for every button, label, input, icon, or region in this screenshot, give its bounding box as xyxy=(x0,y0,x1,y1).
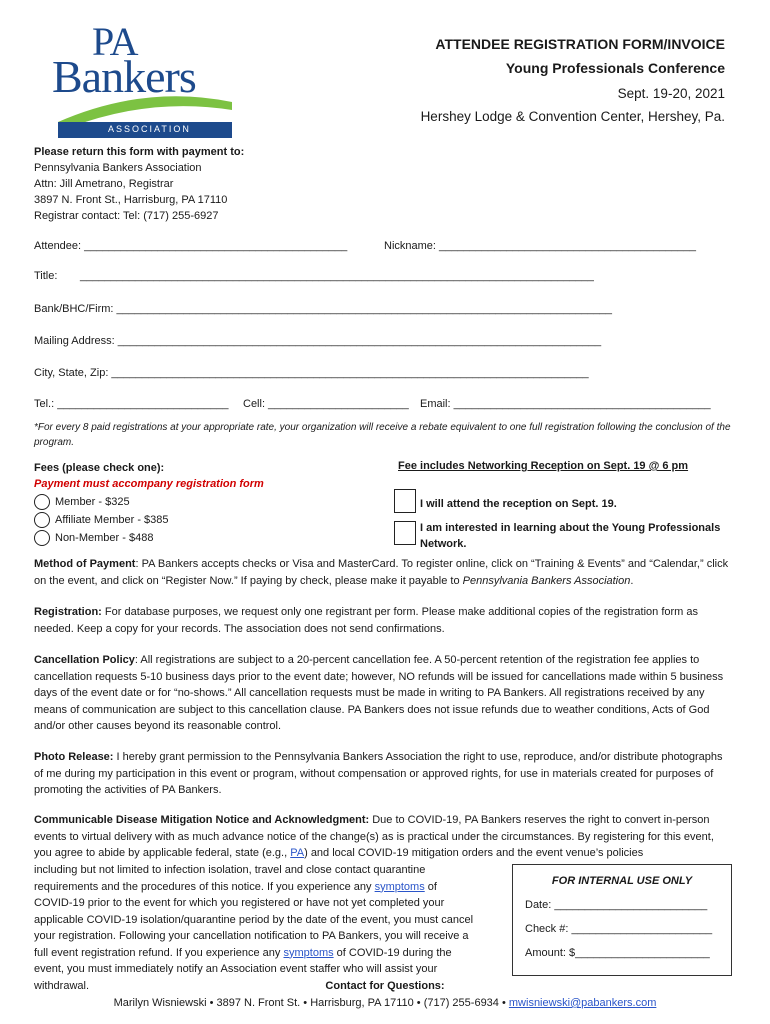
internal-check-field[interactable]: Check #: _______________________ xyxy=(525,923,713,935)
pa-bankers-logo xyxy=(50,19,240,134)
yp-network-label xyxy=(420,520,720,552)
covid-line: withdrawal. xyxy=(34,979,90,992)
fee-option-label: Affiliate Member - $385 xyxy=(55,514,169,526)
cell-field[interactable]: Cell: _______________________ xyxy=(243,398,409,410)
fee-option-label: Member - $325 xyxy=(55,496,130,508)
internal-use-title: FOR INTERNAL USE ONLY xyxy=(551,875,693,887)
city-state-zip-field[interactable]: City, State, Zip: ______________________________________________________________________________ xyxy=(34,367,589,379)
internal-use-box xyxy=(512,864,732,976)
rebate-note: *For every 8 paid registrations at your appropriate rate, your organization will receive a rebate equivalent to one full registration following the conclusion of the program. xyxy=(34,422,731,448)
return-contact: Registrar contact: Tel: (717) 255-6927 xyxy=(34,210,219,222)
title-label: Title: xyxy=(34,270,58,282)
covid-text2: ) and local COVID-19 mitigation orders and the event venue’s policies xyxy=(304,847,644,859)
method-of-payment-paragraph xyxy=(34,556,734,589)
symptoms-link[interactable]: symptoms xyxy=(374,880,425,893)
radio-nonmember[interactable] xyxy=(34,530,50,546)
pa-orders-link[interactable]: PA xyxy=(290,847,305,859)
photo-label: Photo Release: xyxy=(34,751,114,763)
contact-details: Marilyn Wisniewski • 3897 N. Front St. • Harrisburg, PA 17110 • (717) 255-6934 • xyxy=(113,997,509,1009)
nickname-field[interactable]: Nickname: __________________________________________ xyxy=(384,240,696,252)
payment-text: : PA Bankers accepts checks or Visa and MasterCard. To register online, click on “Training & Events” and “Calendar,” click on the event, and click on “Register Now.” If paying by check, please make it payable to xyxy=(34,558,729,587)
covid-paragraph xyxy=(34,812,734,862)
form-title: ATTENDEE REGISTRATION FORM/INVOICE xyxy=(435,36,725,52)
bank-field[interactable]: Bank/BHC/Firm: _________________________________________________________________________________ xyxy=(34,303,613,315)
registration-paragraph xyxy=(34,604,734,637)
covid-text1: Due to COVID-19, PA Bankers reserves the right to convert in-person events to virtual delivery with as much advance notice of the change(s) as is practical under the circumstances. By registering for this event, you agree to abide by applicable federal, state (e.g., xyxy=(34,814,714,859)
logo-association-text: ASSOCIATION xyxy=(108,124,191,134)
payment-warning: Payment must accompany registration form xyxy=(34,478,264,490)
payment-end: . xyxy=(630,574,634,587)
internal-date-field[interactable]: Date: _________________________ xyxy=(525,899,708,911)
tel-field[interactable]: Tel.: ____________________________ xyxy=(34,398,229,410)
yp-network-checkbox[interactable] xyxy=(394,521,416,545)
event-venue: Hershey Lodge & Convention Center, Hershey, Pa. xyxy=(420,109,725,124)
covid-line: event, you must immediately notify an Association event staffer who will assist your xyxy=(34,963,438,975)
registration-label: Registration: xyxy=(34,606,102,618)
cancellation-label: Cancellation Policy xyxy=(34,654,135,666)
covid-line-text: of xyxy=(424,880,437,893)
covid-label: Communicable Disease Mitigation Notice and Acknowledgment: xyxy=(34,814,370,826)
covid-line: your registration. Following your cancellation notification to PA Bankers, you will receive a xyxy=(34,930,469,942)
covid-line-text: requirements and the procedures of this notice. If you experience any xyxy=(34,880,375,893)
fee-option-member[interactable] xyxy=(34,494,130,510)
return-attn: Attn: Jill Ametrano, Registrar xyxy=(34,178,174,190)
internal-amount-field[interactable]: Amount: $______________________ xyxy=(525,947,710,959)
yp-network-label-line2: Network. xyxy=(420,538,467,550)
fees-block xyxy=(34,460,264,492)
radio-affiliate[interactable] xyxy=(34,512,50,528)
event-name: Young Professionals Conference xyxy=(505,60,725,76)
fee-option-affiliate[interactable] xyxy=(34,512,169,528)
radio-member[interactable] xyxy=(34,494,50,510)
covid-line xyxy=(34,945,504,962)
cancellation-text: : All registrations are subject to a 20-percent cancellation fee. A 50-percent retention of the registration fee applies to cancellation requests 5-10 business days prior to the event date; however, NO refunds will be issued for cancellations made within 5 business days of the event date or for “no-shows.” All cancellation requests must be made in writing to PA Bankers. All registrations received by any means of communication are subject to this cancellation clause. PA Bankers does not issue refunds due to weather conditions, Acts of God and/or other causes beyond its reasonable control. xyxy=(34,654,724,732)
fee-option-label: Non-Member - $488 xyxy=(55,532,154,544)
reception-heading: Fee includes Networking Reception on Sept. 19 @ 6 pm xyxy=(398,460,689,472)
event-dates: Sept. 19-20, 2021 xyxy=(617,86,725,101)
payment-label: Method of Payment xyxy=(34,558,136,570)
registration-text: For database purposes, we request only one registrant per form. Please make additional copies of the registration form as needed. Keep a copy for your records. The association does not send confirmations. xyxy=(34,606,698,635)
cancellation-paragraph xyxy=(34,652,734,735)
photo-text: I hereby grant permission to the Pennsylvania Bankers Association the right to use, reproduce, and/or distribute photographs of me during my participation in this event or program, without compensation or approved rights, for use in materials created for purposes of promoting the activities of PA Bankers. xyxy=(34,751,723,796)
mailing-address-field[interactable]: Mailing Address: _______________________________________________________________________________ xyxy=(34,335,602,347)
fee-option-nonmember[interactable] xyxy=(34,530,153,546)
return-address-block xyxy=(34,144,244,224)
covid-paragraph-continued xyxy=(34,862,504,994)
return-address: 3897 N. Front St., Harrisburg, PA 17110 xyxy=(34,194,228,206)
covid-line xyxy=(34,879,504,896)
contact-heading: Contact for Questions: xyxy=(325,980,445,992)
reception-attend-checkbox[interactable] xyxy=(394,489,416,513)
reception-attend-label: I will attend the reception on Sept. 19. xyxy=(420,498,617,510)
logo-swoosh-icon xyxy=(50,92,240,142)
return-org: Pennsylvania Bankers Association xyxy=(34,162,202,174)
covid-line-text: full event registration refund. If you experience any xyxy=(34,946,284,959)
logo-pa-text: PA xyxy=(92,19,138,64)
logo-bankers-text: Bankers xyxy=(52,51,196,102)
contact-email-link[interactable]: mwisniewski@pabankers.com xyxy=(508,997,657,1009)
attendee-field[interactable]: Attendee: ___________________________________________ xyxy=(34,240,348,252)
symptoms-link[interactable]: symptoms xyxy=(283,946,334,959)
photo-release-paragraph xyxy=(34,749,734,799)
contact-line xyxy=(0,997,770,1009)
covid-line: applicable COVID-19 isolation/quarantine period by the date of the event, you must cancel xyxy=(34,913,474,926)
email-field[interactable]: Email: __________________________________________ xyxy=(420,398,711,410)
fees-heading: Fees (please check one): xyxy=(34,462,165,474)
title-field[interactable]: ____________________________________________________________________________________ xyxy=(80,270,594,282)
yp-network-label-line1: I am interested in learning about the Young Professionals xyxy=(420,522,721,534)
return-heading: Please return this form with payment to: xyxy=(34,146,245,158)
covid-line: COVID-19 prior to the event for which you registered or have not yet completed your xyxy=(34,897,445,909)
covid-line-text: of COVID-19 during the xyxy=(333,946,452,959)
covid-line: including but not limited to infection isolation, travel and close contact quarantine xyxy=(34,864,426,876)
payment-payee: Pennsylvania Bankers Association xyxy=(462,574,631,587)
